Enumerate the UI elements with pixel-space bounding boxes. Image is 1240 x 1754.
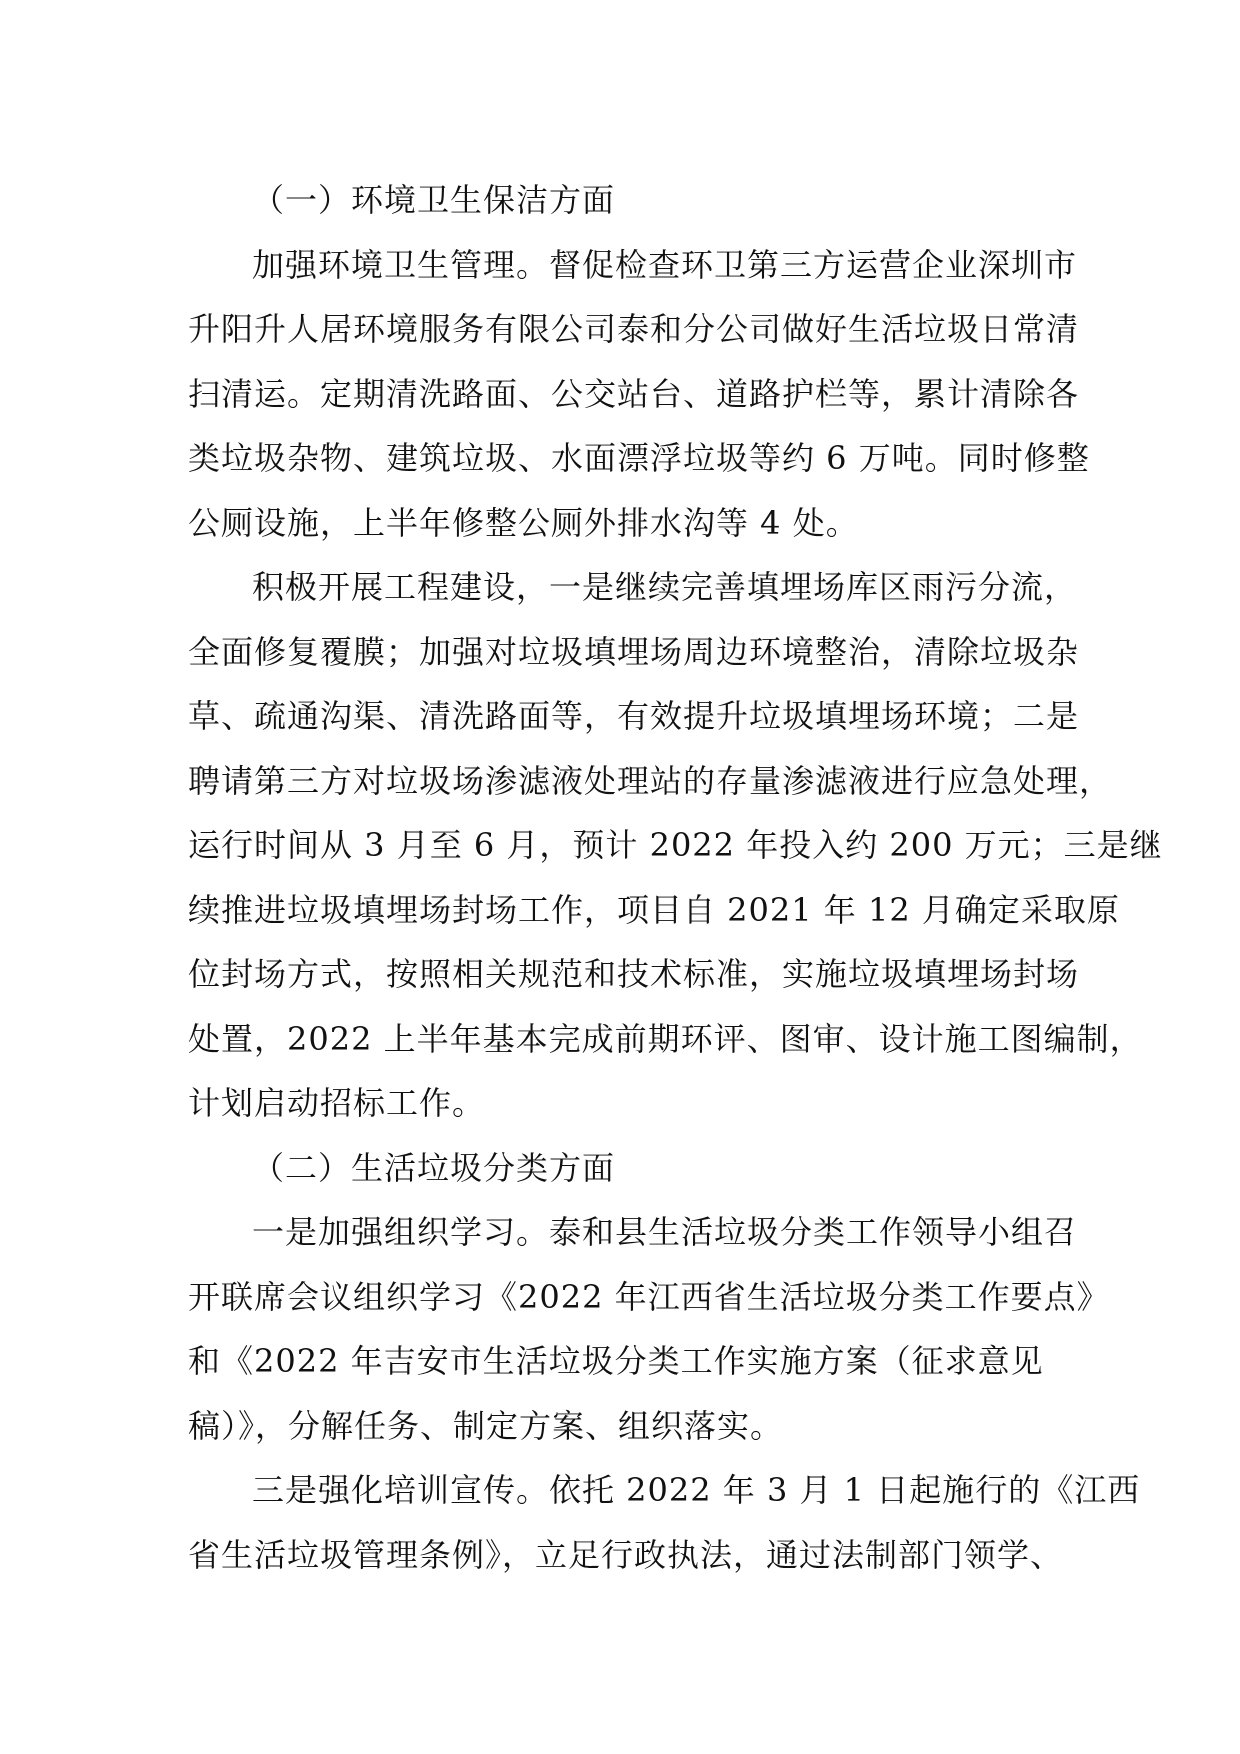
paragraph-line: 加强环境卫生管理。督促检查环卫第三方运营企业深圳市	[252, 245, 1078, 284]
section-heading-1: （一）环境卫生保洁方面	[252, 181, 616, 219]
paragraph-line: 公厕设施，上半年修整公厕外排水沟等 4 处。	[188, 503, 859, 542]
paragraph-line: 省生活垃圾管理条例》，立足行政执法，通过法制部门领学、	[188, 1535, 1064, 1574]
paragraph-line: 三是强化培训宣传。依托 2022 年 3 月 1 日起施行的《江西	[252, 1471, 1141, 1509]
section-heading-2: （二）生活垃圾分类方面	[252, 1148, 616, 1187]
document-body	[188, 168, 1163, 1587]
paragraph-line: 聘请第三方对垃圾场渗滤液处理站的存量渗滤液进行应急处理，	[188, 761, 1113, 800]
paragraph-line: 续推进垃圾填埋场封场工作，项目自 2021 年 12 月确定采取原	[188, 890, 1120, 929]
paragraph-line: 一是加强组织学习。泰和县生活垃圾分类工作领导小组召	[252, 1213, 1078, 1251]
paragraph-line: 类垃圾杂物、建筑垃圾、水面漂浮垃圾等约 6 万吨。同时修整	[188, 439, 1090, 477]
paragraph-line: 运行时间从 3 月至 6 月，预计 2022 年投入约 200 万元；三是继	[188, 826, 1163, 864]
paragraph-line: 开联席会议组织学习《2022 年江西省生活垃圾分类工作要点》	[188, 1277, 1110, 1316]
paragraph-line: 和《2022 年吉安市生活垃圾分类工作实施方案（征求意见	[188, 1342, 1044, 1380]
paragraph-line: 扫清运。定期清洗路面、公交站台、道路护栏等，累计清除各	[188, 374, 1080, 413]
paragraph-line: 积极开展工程建设，一是继续完善填埋场库区雨污分流，	[252, 568, 1078, 606]
paragraph-line: 草、疏通沟渠、清洗路面等，有效提升垃圾填埋场环境；二是	[188, 697, 1080, 735]
paragraph-line: 升阳升人居环境服务有限公司泰和分公司做好生活垃圾日常清	[188, 310, 1080, 348]
paragraph-line: 位封场方式，按照相关规范和技术标准，实施垃圾填埋场封场	[188, 955, 1080, 993]
paragraph-line: 计划启动招标工作。	[188, 1084, 486, 1122]
paragraph-line: 全面修复覆膜；加强对垃圾填埋场周边环境整治，清除垃圾杂	[188, 632, 1080, 671]
paragraph-line: 处置，2022 上半年基本完成前期环评、图审、设计施工图编制，	[188, 1019, 1143, 1058]
paragraph-line: 稿）》，分解任务、制定方案、组织落实。	[188, 1406, 784, 1445]
